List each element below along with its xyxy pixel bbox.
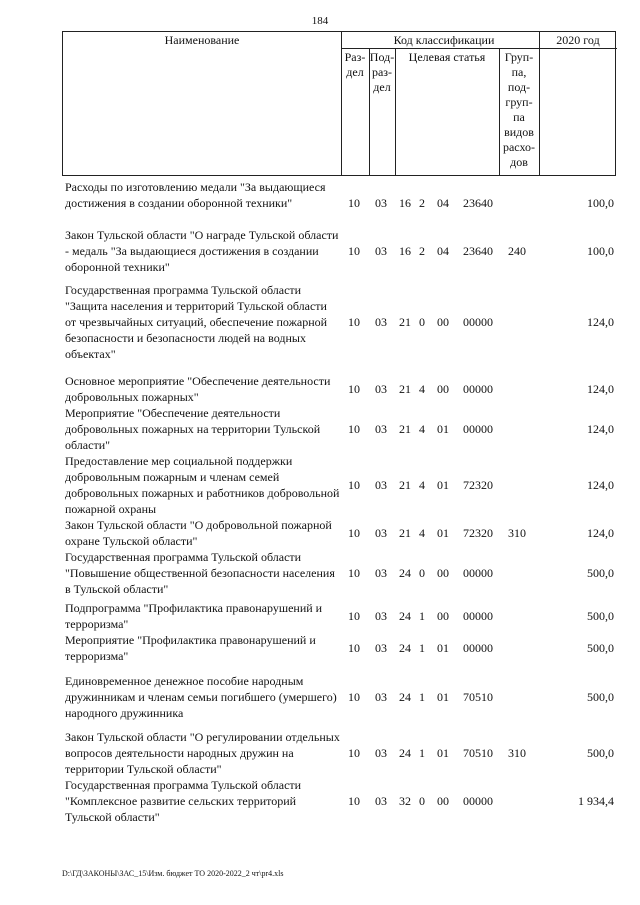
row-target-event: 00 [437,565,449,580]
row-target-event: 00 [437,793,449,808]
row-target-program: 21 [399,477,411,492]
row-name: Мероприятие "Обеспечение деятельности добровольных пожарных на территории Тульской области" [65,406,321,452]
row-target-direction: 72320 [463,525,493,540]
row-podrazdel: 03 [375,243,387,258]
row-target-subprogram: 4 [419,525,425,540]
row-amount: 500,0 [587,640,614,655]
row-podrazdel: 03 [375,565,387,580]
row-target-subprogram: 4 [419,421,425,436]
header-podrazdel [369,50,395,95]
row-target-program: 16 [399,243,411,258]
row-podrazdel: 03 [375,314,387,329]
row-target-subprogram: 0 [419,565,425,580]
row-target-event: 01 [437,689,449,704]
row-amount: 124,0 [587,477,614,492]
row-name: Подпрограмма "Профилактика правонарушений и терроризма" [65,601,323,631]
footer-file-path: D:\ГД\ЗАКОНЫ\ЗАС_15\Изм. бюджет ТО 2020-2022_2 чт\pr4.xls [62,869,284,878]
divider [341,48,617,49]
header-group-line: расхо- [502,140,536,154]
row-amount: 500,0 [587,745,614,760]
row-target-subprogram: 1 [419,745,425,760]
header-podrazdel-line: Под- [369,50,395,64]
row-target-program: 24 [399,608,411,623]
divider [539,32,540,175]
header-target: Целевая статья [408,50,486,64]
table-row [0,453,640,517]
row-name: Закон Тульской области "О регулировании отдельных вопросов деятельности народных дружин на территории Тульской области" [65,730,340,776]
page-number: 184 [311,15,329,27]
row-target-direction: 23640 [463,195,493,210]
table-row [0,227,640,275]
row-target-program: 21 [399,381,411,396]
row-target-direction: 00000 [463,565,493,580]
table-row [0,632,640,664]
row-target-direction: 00000 [463,421,493,436]
row-name: Государственная программа Тульской области "Защита населения и территорий Тульской области от чрезвычайных ситуаций, обеспечение пожарной безопасности и безопасности людей на водных объектах" [65,283,328,361]
row-razdel: 10 [348,243,360,258]
row-target-direction: 00000 [463,793,493,808]
row-group: 240 [508,243,526,258]
header-podrazdel-line: раз- [371,65,393,79]
row-target-event: 04 [437,243,449,258]
row-razdel: 10 [348,477,360,492]
table-row [0,600,640,632]
row-amount: 500,0 [587,689,614,704]
row-target-subprogram: 4 [419,381,425,396]
row-target-program: 21 [399,314,411,329]
header-razdel [341,50,369,80]
row-podrazdel: 03 [375,689,387,704]
header-razdel-line: Раз- [344,50,366,64]
table-row [0,673,640,721]
header-group [499,50,539,170]
header-classification: Код классификации [393,33,495,47]
row-amount: 124,0 [587,314,614,329]
row-target-direction: 00000 [463,314,493,329]
row-target-subprogram: 0 [419,314,425,329]
table-header [62,31,616,176]
row-razdel: 10 [348,314,360,329]
row-target-event: 01 [437,640,449,655]
row-target-subprogram: 2 [419,195,425,210]
row-target-event: 01 [437,745,449,760]
header-group-line: под- [507,80,531,94]
row-razdel: 10 [348,793,360,808]
row-group: 310 [508,745,526,760]
header-group-line: дов [510,155,528,169]
row-name: Закон Тульской области "О добровольной пожарной охране Тульской области" [65,518,332,548]
row-razdel: 10 [348,608,360,623]
table-row [0,777,640,825]
row-razdel: 10 [348,689,360,704]
row-podrazdel: 03 [375,640,387,655]
row-target-direction: 70510 [463,745,493,760]
row-target-direction: 00000 [463,640,493,655]
header-group-line: видов [504,125,534,139]
row-razdel: 10 [348,525,360,540]
row-target-program: 32 [399,793,411,808]
table-row [0,405,640,453]
row-amount: 100,0 [587,243,614,258]
row-podrazdel: 03 [375,381,387,396]
row-target-subprogram: 1 [419,689,425,704]
row-podrazdel: 03 [375,525,387,540]
row-group: 310 [508,525,526,540]
row-target-event: 00 [437,381,449,396]
header-year: 2020 год [556,33,600,47]
row-target-event: 00 [437,314,449,329]
row-name: Государственная программа Тульской области "Повышение общественной безопасности населения в Тульской области" [65,550,335,596]
row-name: Предоставление мер социальной поддержки добровольным пожарным и членам семей добровольных пожарных и работников добровольной пожарной охраны [65,454,340,516]
row-target-subprogram: 0 [419,793,425,808]
row-name: Государственная программа Тульской области "Комплексное развитие сельских территорий Тульской области" [65,778,302,824]
row-amount: 124,0 [587,421,614,436]
row-target-direction: 70510 [463,689,493,704]
row-target-event: 01 [437,421,449,436]
row-target-program: 21 [399,525,411,540]
row-target-event: 01 [437,477,449,492]
row-name: Расходы по изготовлению медали "За выдающиеся достижения в создании оборонной техники" [65,180,326,210]
row-target-direction: 72320 [463,477,493,492]
row-podrazdel: 03 [375,745,387,760]
row-podrazdel: 03 [375,793,387,808]
row-amount: 500,0 [587,565,614,580]
table-row [0,729,640,777]
table-row [0,517,640,549]
row-name: Закон Тульской области "О награде Тульской области - медаль "За выдающиеся достижения в создании оборонной техники" [65,228,339,274]
row-target-direction: 00000 [463,608,493,623]
row-target-program: 24 [399,640,411,655]
row-amount: 100,0 [587,195,614,210]
row-amount: 124,0 [587,525,614,540]
row-target-program: 24 [399,745,411,760]
row-razdel: 10 [348,195,360,210]
header-group-line: Груп- [504,50,534,64]
row-razdel: 10 [348,640,360,655]
row-target-program: 16 [399,195,411,210]
table-row [0,549,640,597]
row-target-program: 21 [399,421,411,436]
header-group-line: груп- [505,95,533,109]
header-group-line: па, [511,65,527,79]
row-podrazdel: 03 [375,477,387,492]
row-razdel: 10 [348,565,360,580]
row-podrazdel: 03 [375,608,387,623]
row-podrazdel: 03 [375,421,387,436]
row-target-direction: 23640 [463,243,493,258]
row-target-program: 24 [399,565,411,580]
row-name: Мероприятие "Профилактика правонарушений и терроризма" [65,633,316,663]
header-podrazdel-line: дел [373,80,391,94]
row-podrazdel: 03 [375,195,387,210]
header-razdel-line: дел [346,65,364,79]
table-row [0,282,640,362]
row-razdel: 10 [348,421,360,436]
header-name: Наименование [164,33,240,47]
row-target-subprogram: 1 [419,608,425,623]
table-row [0,179,640,227]
row-target-subprogram: 2 [419,243,425,258]
row-name: Единовременное денежное пособие народным дружинникам и членам семьи погибшего (умершего) народного дружинника [65,674,337,720]
row-amount: 124,0 [587,381,614,396]
row-target-event: 00 [437,608,449,623]
header-group-line: па [513,110,525,124]
row-razdel: 10 [348,381,360,396]
table-row [0,373,640,405]
row-amount: 500,0 [587,608,614,623]
row-target-event: 04 [437,195,449,210]
divider [395,48,396,175]
row-name: Основное мероприятие "Обеспечение деятельности добровольных пожарных" [65,374,331,404]
row-amount: 1 934,4 [578,793,614,808]
row-target-subprogram: 1 [419,640,425,655]
row-target-direction: 00000 [463,381,493,396]
row-target-program: 24 [399,689,411,704]
row-target-subprogram: 4 [419,477,425,492]
row-target-event: 01 [437,525,449,540]
row-razdel: 10 [348,745,360,760]
